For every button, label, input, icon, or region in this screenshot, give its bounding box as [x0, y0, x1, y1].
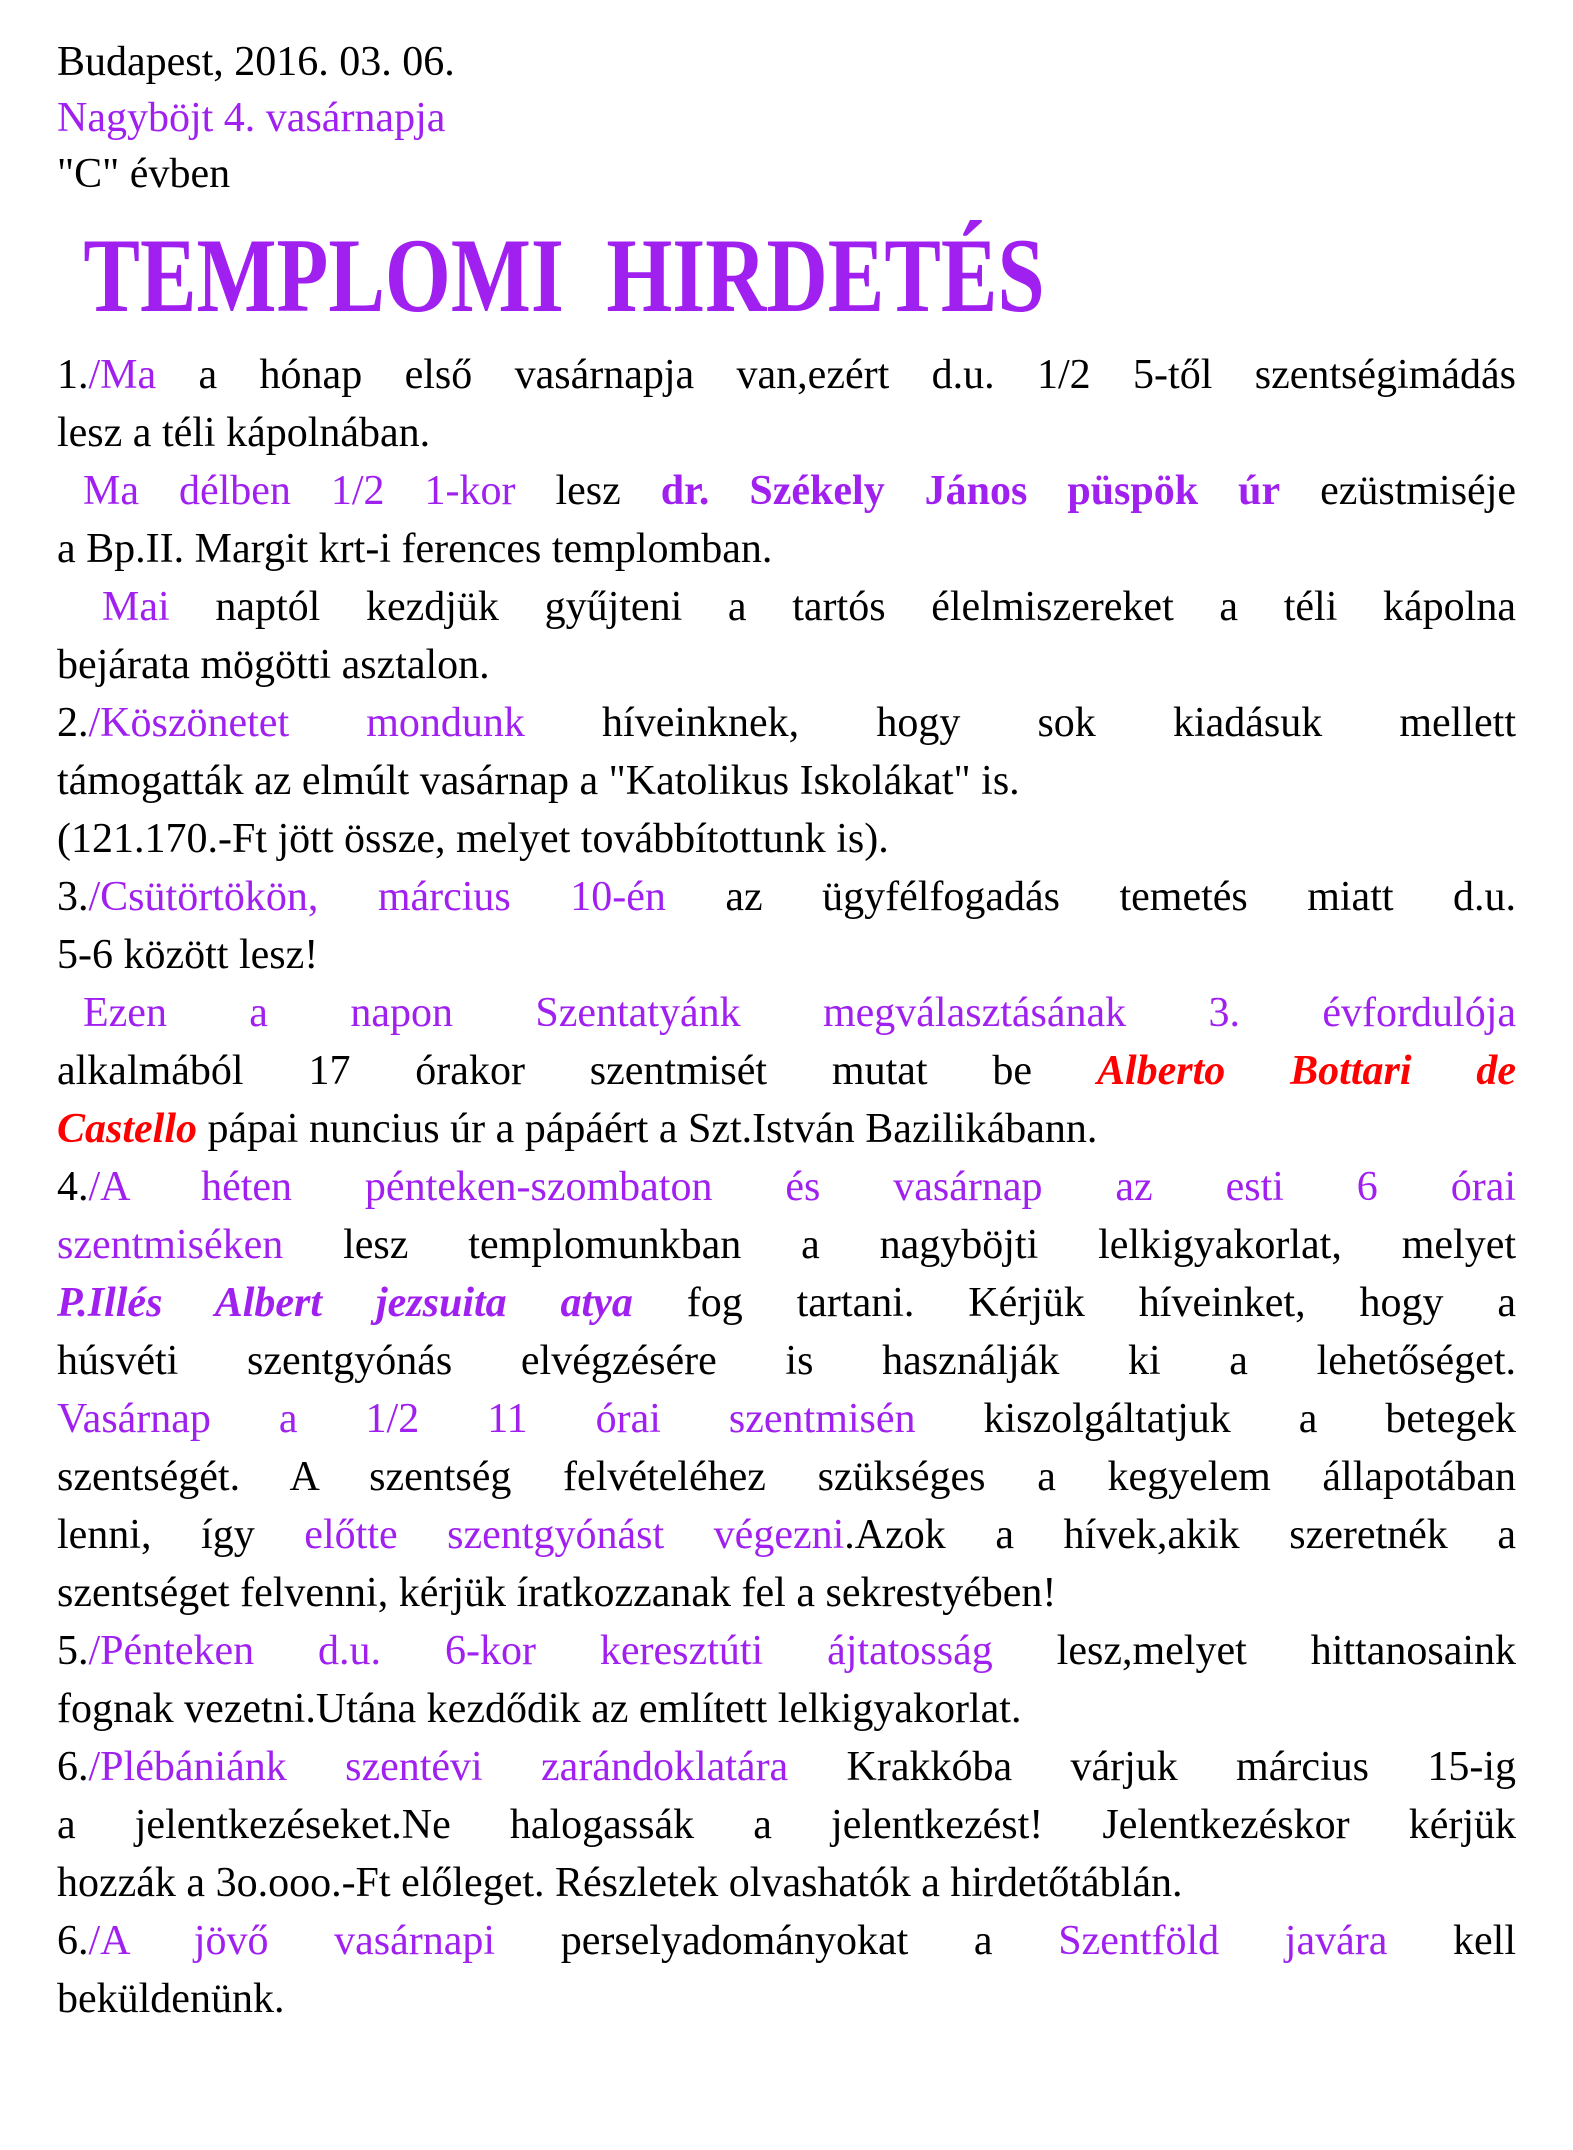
text-segment: húsvéti szentgyónás elvégzésére is használják ki a lehetőséget. — [57, 1338, 1516, 1384]
text-segment: /Pénteken d.u. 6-kor keresztúti ájtatosság — [88, 1628, 993, 1674]
text-line — [57, 1158, 1516, 1216]
text-line — [57, 1970, 1516, 2028]
text-segment: 3. — [57, 874, 89, 920]
text-segment: lenni, így — [57, 1512, 305, 1558]
text-line — [57, 868, 1516, 926]
text-segment: hozzák a 3o.ooo.-Ft előleget. Részletek olvashatók a hirdetőtáblán. — [57, 1860, 1183, 1906]
text-line — [57, 520, 1516, 578]
text-segment: dr. Székely János püspök úr — [660, 468, 1281, 514]
text-segment: .Azok a hívek,akik szeretnék a — [844, 1512, 1516, 1558]
text-segment: Alberto Bottari de — [1096, 1048, 1516, 1094]
text-segment: kell — [1387, 1918, 1517, 1964]
text-segment: 6. — [57, 1744, 89, 1790]
text-line — [57, 984, 1516, 1042]
text-segment: Vasárnap a 1/2 11 órai szentmisén — [57, 1396, 916, 1442]
text-segment: perselyadományokat a — [495, 1918, 1059, 1964]
text-segment: Krakkóba várjuk március 15-ig — [788, 1744, 1516, 1790]
liturgical-day-line: Nagyböjt 4. vasárnapja — [57, 95, 446, 141]
text-line — [57, 1042, 1516, 1100]
text-segment: lesz — [515, 468, 661, 514]
text-segment: a hónap első vasárnapja van,ezért d.u. 1/2 5-től szentségimádás — [156, 352, 1516, 398]
text-segment: /Köszönetet mondunk — [88, 700, 525, 746]
text-line — [57, 1506, 1516, 1564]
text-line — [57, 1738, 1516, 1796]
text-segment: fog tartani. Kérjük híveinket, hogy a — [632, 1280, 1516, 1326]
text-segment: 5. — [57, 1628, 89, 1674]
text-segment: (121.170.-Ft jött össze, melyet továbbítottunk is). — [57, 816, 889, 862]
text-segment: támogatták az elmúlt vasárnap a "Katolikus Iskolákat" is. — [57, 758, 1020, 804]
text-line — [57, 1274, 1516, 1332]
text-segment: /A héten pénteken-szombaton és vasárnap az esti 6 órai — [88, 1164, 1516, 1210]
announcement-body — [57, 346, 1516, 2028]
text-line — [57, 694, 1516, 752]
text-segment: Castello — [57, 1106, 198, 1152]
text-segment: szentségét. A szentség felvételéhez szükséges a kegyelem állapotában — [57, 1454, 1516, 1500]
text-segment: 6. — [57, 1918, 89, 1964]
text-segment: fognak vezetni.Utána kezdődik az említett lelkigyakorlat. — [57, 1686, 1022, 1732]
text-line — [57, 1854, 1516, 1912]
document-header — [57, 34, 1516, 202]
text-segment: lesz a téli kápolnában. — [57, 410, 431, 456]
text-segment: ezüstmiséje — [1280, 468, 1517, 514]
text-line — [57, 1796, 1516, 1854]
text-segment: bejárata mögötti asztalon. — [57, 642, 490, 688]
year-cycle-line: "C" évben — [57, 151, 231, 197]
text-segment: Ma délben 1/2 1-kor — [83, 468, 516, 514]
text-line — [57, 810, 1516, 868]
text-segment: 2. — [57, 700, 89, 746]
text-line — [57, 636, 1516, 694]
date-line: Budapest, 2016. 03. 06. — [57, 39, 455, 85]
text-segment: 1. — [57, 352, 89, 398]
text-segment: kiszolgáltatjuk a betegek — [915, 1396, 1516, 1442]
text-segment: a jelentkezéseket.Ne halogassák a jelentkezést! Jelentkezéskor kérjük — [57, 1802, 1516, 1848]
text-segment: P.Illés Albert jezsuita atya — [57, 1280, 633, 1326]
text-segment: szentséget felvenni, kérjük íratkozzanak fel a sekrestyében! — [57, 1570, 1057, 1616]
text-line — [57, 1332, 1516, 1390]
text-segment: alkalmából 17 órakor szentmisét mutat be — [57, 1048, 1097, 1094]
text-line — [57, 1216, 1516, 1274]
text-segment: /Plébániánk szentévi zarándoklatára — [88, 1744, 789, 1790]
text-segment: szentmiséken — [57, 1222, 284, 1268]
text-line — [57, 1680, 1516, 1738]
text-line — [57, 578, 1516, 636]
text-segment: 5-6 között lesz! — [57, 932, 319, 978]
text-line — [57, 1100, 1516, 1158]
text-line — [57, 926, 1516, 984]
text-segment: beküldenünk. — [57, 1976, 285, 2022]
text-segment: lesz templomunkban a nagyböjti lelkigyakorlat, melyet — [283, 1222, 1516, 1268]
text-line — [57, 1622, 1516, 1680]
text-segment: pápai nuncius úr a pápáért a Szt.István Bazilikábann. — [197, 1106, 1098, 1152]
text-segment: az ügyfélfogadás temetés miatt d.u. — [665, 874, 1516, 920]
text-line — [57, 752, 1516, 810]
text-segment: Szentföld javára — [1058, 1918, 1388, 1964]
text-segment: 4. — [57, 1164, 89, 1210]
text-line — [57, 1564, 1516, 1622]
text-segment: Mai — [102, 584, 170, 630]
text-segment: naptól kezdjük gyűjteni a tartós élelmiszereket a téli kápolna — [169, 584, 1516, 630]
text-segment: Ezen a napon Szentatyánk megválasztásának 3. évfordulója — [83, 990, 1516, 1036]
text-segment: előtte szentgyónást végezni — [304, 1512, 845, 1558]
text-segment: /Csütörtökön, március 10-én — [88, 874, 666, 920]
text-segment: lesz,melyet hittanosaink — [992, 1628, 1516, 1674]
text-segment: híveinknek, hogy sok kiadásuk mellett — [524, 700, 1517, 746]
text-line — [57, 346, 1516, 404]
text-line — [57, 1390, 1516, 1448]
text-segment: /Ma — [88, 352, 157, 398]
text-segment: /A jövő vasárnapi — [88, 1918, 496, 1964]
text-line — [57, 1912, 1516, 1970]
text-line — [57, 1448, 1516, 1506]
text-line — [57, 462, 1516, 520]
page-title: TEMPLOMI HIRDETÉS — [83, 217, 1045, 334]
text-line — [57, 404, 1516, 462]
text-segment: a Bp.II. Margit krt-i ferences templomban. — [57, 526, 773, 572]
